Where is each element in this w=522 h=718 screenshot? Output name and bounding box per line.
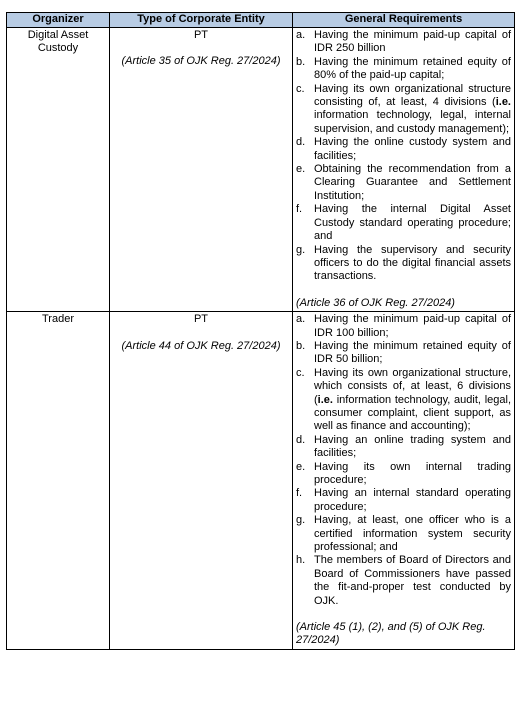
list-item: [296, 487, 511, 514]
organizer-cell: Trader: [7, 312, 110, 650]
item-text-bold: i.e.: [495, 96, 511, 109]
list-item: [296, 83, 511, 137]
item-marker: b.: [296, 339, 306, 352]
item-text: Having the minimum paid-up capital of IDR 250 billion: [314, 29, 511, 55]
list-item: [296, 244, 511, 284]
requirements-table: [6, 12, 515, 650]
item-marker: a.: [296, 29, 306, 41]
header-entity-type: Type of Corporate Entity: [110, 13, 293, 28]
item-marker: c.: [296, 366, 305, 379]
item-text-start: Having its own organizational structure, which consists of, at least, 6 divisions (: [314, 366, 511, 406]
list-item: [296, 514, 511, 554]
requirements-article-reference: (Article 45 (1), (2), and (5) of OJK Reg. 27/2024): [296, 621, 486, 647]
list-item: [296, 367, 511, 434]
item-text-end: information technology, audit, legal, consumer complaint, client support, as well as finance and accounting);: [314, 393, 511, 433]
item-text: Having the minimum paid-up capital of IDR 100 billion;: [314, 313, 511, 339]
table-row: [7, 28, 515, 312]
item-text: Having the online custody system and facilities;: [314, 136, 511, 162]
header-organizer: Organizer: [7, 13, 110, 28]
item-marker: a.: [296, 313, 306, 326]
article-reference: (Article 35 of OJK Reg. 27/2024): [121, 55, 281, 68]
entity-type: PT: [193, 313, 209, 326]
table-row: [7, 312, 515, 650]
item-text: Having the supervisory and security officers to do the digital financial assets transactions.: [314, 243, 511, 283]
item-text: Having the minimum retained equity of IDR 50 billion;: [314, 339, 511, 366]
item-marker: h.: [296, 554, 306, 567]
requirements-cell: [293, 312, 515, 650]
item-marker: f.: [296, 487, 303, 500]
item-marker: g.: [296, 514, 306, 527]
list-item: [296, 56, 511, 83]
list-item: [296, 461, 511, 488]
item-text: Having an internal standard operating procedure;: [314, 487, 511, 513]
list-item: [296, 434, 511, 461]
item-text: [314, 367, 511, 434]
entity-type-cell: [110, 28, 293, 312]
item-text: Having its own internal trading procedure;: [314, 460, 511, 486]
table-header-row: [7, 13, 515, 28]
requirements-list: [296, 313, 511, 608]
item-text-bold: i.e.: [317, 393, 333, 406]
list-item: [296, 29, 511, 56]
item-marker: d.: [296, 433, 306, 446]
item-text: The members of Board of Directors and Board of Commissioners have passed the fit-and-proper test conducted by OJK.: [314, 554, 511, 607]
item-marker: g.: [296, 243, 306, 256]
list-item: [296, 313, 511, 340]
list-item: [296, 340, 511, 367]
item-text: Having an online trading system and facilities;: [314, 433, 511, 460]
entity-type: PT: [193, 29, 209, 41]
header-requirements: General Requirements: [293, 13, 515, 28]
item-marker: d.: [296, 136, 306, 149]
requirements-article-reference: (Article 36 of OJK Reg. 27/2024): [296, 296, 455, 309]
item-marker: b.: [296, 55, 306, 68]
item-text: Having the minimum retained equity of 80% of the paid-up capital;: [314, 55, 511, 82]
item-marker: c.: [296, 82, 305, 95]
list-item: [296, 203, 511, 243]
item-text-end: information technology, legal, internal supervision, and custody management);: [314, 109, 511, 135]
item-text: Having the internal Digital Asset Custody standard operating procedure; and: [314, 203, 511, 243]
item-marker: f.: [296, 203, 303, 216]
requirements-list: [296, 29, 511, 284]
list-item: [296, 554, 511, 608]
article-reference: (Article 44 of OJK Reg. 27/2024): [121, 339, 281, 352]
organizer-cell: Digital Asset Custody: [7, 28, 110, 312]
item-text-start: Having its own organizational structure consisting of, at least, 4 divisions (: [314, 82, 511, 109]
item-text: Having, at least, one officer who is a certified information system security professional; and: [314, 514, 511, 554]
item-text: Obtaining the recommendation from a Clearing Guarantee and Settlement Institution;: [314, 163, 511, 202]
item-marker: e.: [296, 163, 306, 176]
requirements-cell: [293, 28, 515, 312]
list-item: [296, 136, 511, 163]
item-text: [314, 83, 511, 137]
list-item: [296, 163, 511, 203]
item-marker: e.: [296, 460, 306, 473]
entity-type-cell: [110, 312, 293, 650]
